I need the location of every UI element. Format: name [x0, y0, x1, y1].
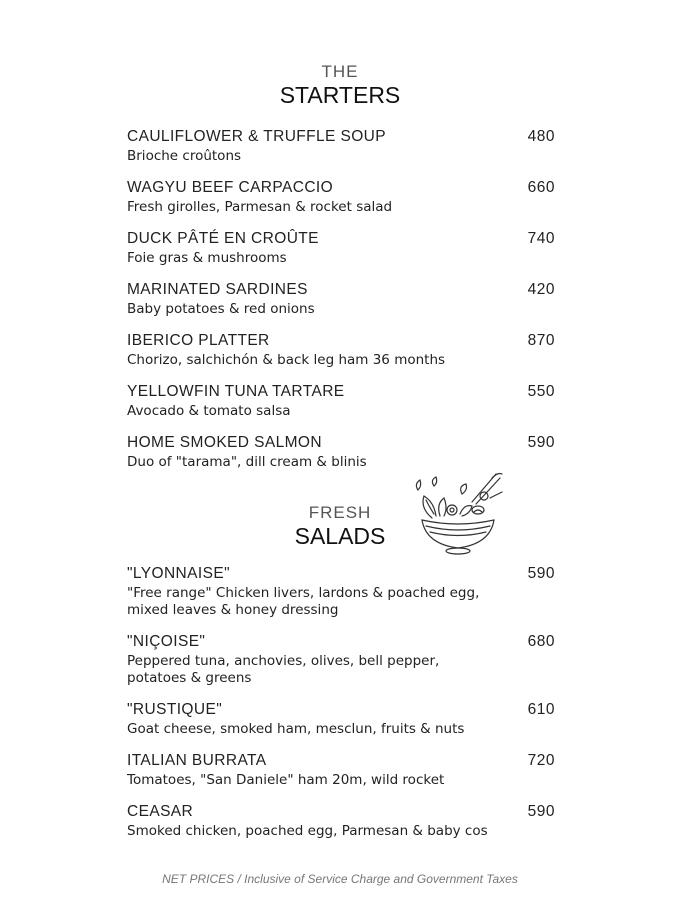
item-name: CEASAR — [127, 803, 194, 820]
item-price: 480 — [527, 128, 555, 145]
item-description: Fresh girolles, Parmesan & rocket salad — [127, 199, 393, 215]
menu-item — [127, 332, 555, 369]
item-price: 740 — [527, 230, 555, 247]
item-name: HOME SMOKED SALMON — [127, 434, 322, 451]
item-description: Tomatoes, "San Daniele" ham 20m, wild rocket — [127, 772, 445, 788]
item-price: 590 — [527, 434, 555, 451]
item-description: Goat cheese, smoked ham, mesclun, fruits & nuts — [127, 721, 465, 737]
menu-item — [127, 565, 555, 619]
item-name: "NIÇOISE" — [127, 633, 206, 650]
item-description: Duo of "tarama", dill cream & blinis — [127, 454, 367, 470]
item-description: Peppered tuna, anchovies, olives, bell pepper, potatoes & greens — [127, 653, 440, 686]
menu-item — [127, 752, 555, 789]
item-name: IBERICO PLATTER — [127, 332, 270, 349]
item-name: "RUSTIQUE" — [127, 701, 223, 718]
item-price: 870 — [527, 332, 555, 349]
item-price: 660 — [527, 179, 555, 196]
item-description: "Free range" Chicken livers, lardons & poached egg, mixed leaves & honey dressing — [127, 585, 480, 618]
starters-heading-large: STARTERS — [279, 82, 401, 108]
item-description: Baby potatoes & red onions — [127, 301, 315, 317]
item-description: Avocado & tomato salsa — [127, 403, 291, 419]
menu-item — [127, 633, 555, 687]
item-name: MARINATED SARDINES — [127, 281, 308, 298]
item-price: 590 — [527, 803, 555, 820]
item-price: 550 — [527, 383, 555, 400]
salad-bowl-icon — [412, 468, 504, 560]
item-name: DUCK PÂTÉ EN CROÛTE — [127, 230, 319, 247]
item-price: 720 — [527, 752, 555, 769]
item-name: WAGYU BEEF CARPACCIO — [127, 179, 334, 196]
item-price: 420 — [527, 281, 555, 298]
item-name: ITALIAN BURRATA — [127, 752, 267, 769]
item-description: Chorizo, salchichón & back leg ham 36 months — [127, 352, 446, 368]
item-price: 680 — [527, 633, 555, 650]
item-description: Brioche croûtons — [127, 148, 242, 164]
item-price: 590 — [527, 565, 555, 582]
item-name: YELLOWFIN TUNA TARTARE — [127, 383, 345, 400]
menu-item — [127, 434, 555, 471]
item-price: 610 — [527, 701, 555, 718]
footer-note: NET PRICES / Inclusive of Service Charge and Government Taxes — [162, 872, 518, 886]
item-description: Foie gras & mushrooms — [127, 250, 287, 266]
menu-item — [127, 128, 555, 165]
salads-heading — [0, 503, 680, 549]
menu-item — [127, 701, 555, 738]
menu-item — [127, 383, 555, 420]
menu-item — [127, 281, 555, 318]
starters-heading — [0, 62, 680, 108]
salads-heading-small: FRESH — [308, 503, 372, 522]
item-name: CAULIFLOWER & TRUFFLE SOUP — [127, 128, 387, 145]
menu-item — [127, 230, 555, 267]
menu-item — [127, 179, 555, 216]
salads-heading-large: SALADS — [294, 523, 386, 549]
starters-heading-small: THE — [321, 62, 359, 81]
menu-item — [127, 803, 555, 840]
item-description: Smoked chicken, poached egg, Parmesan & baby cos — [127, 823, 488, 839]
item-name: "LYONNAISE" — [127, 565, 230, 582]
